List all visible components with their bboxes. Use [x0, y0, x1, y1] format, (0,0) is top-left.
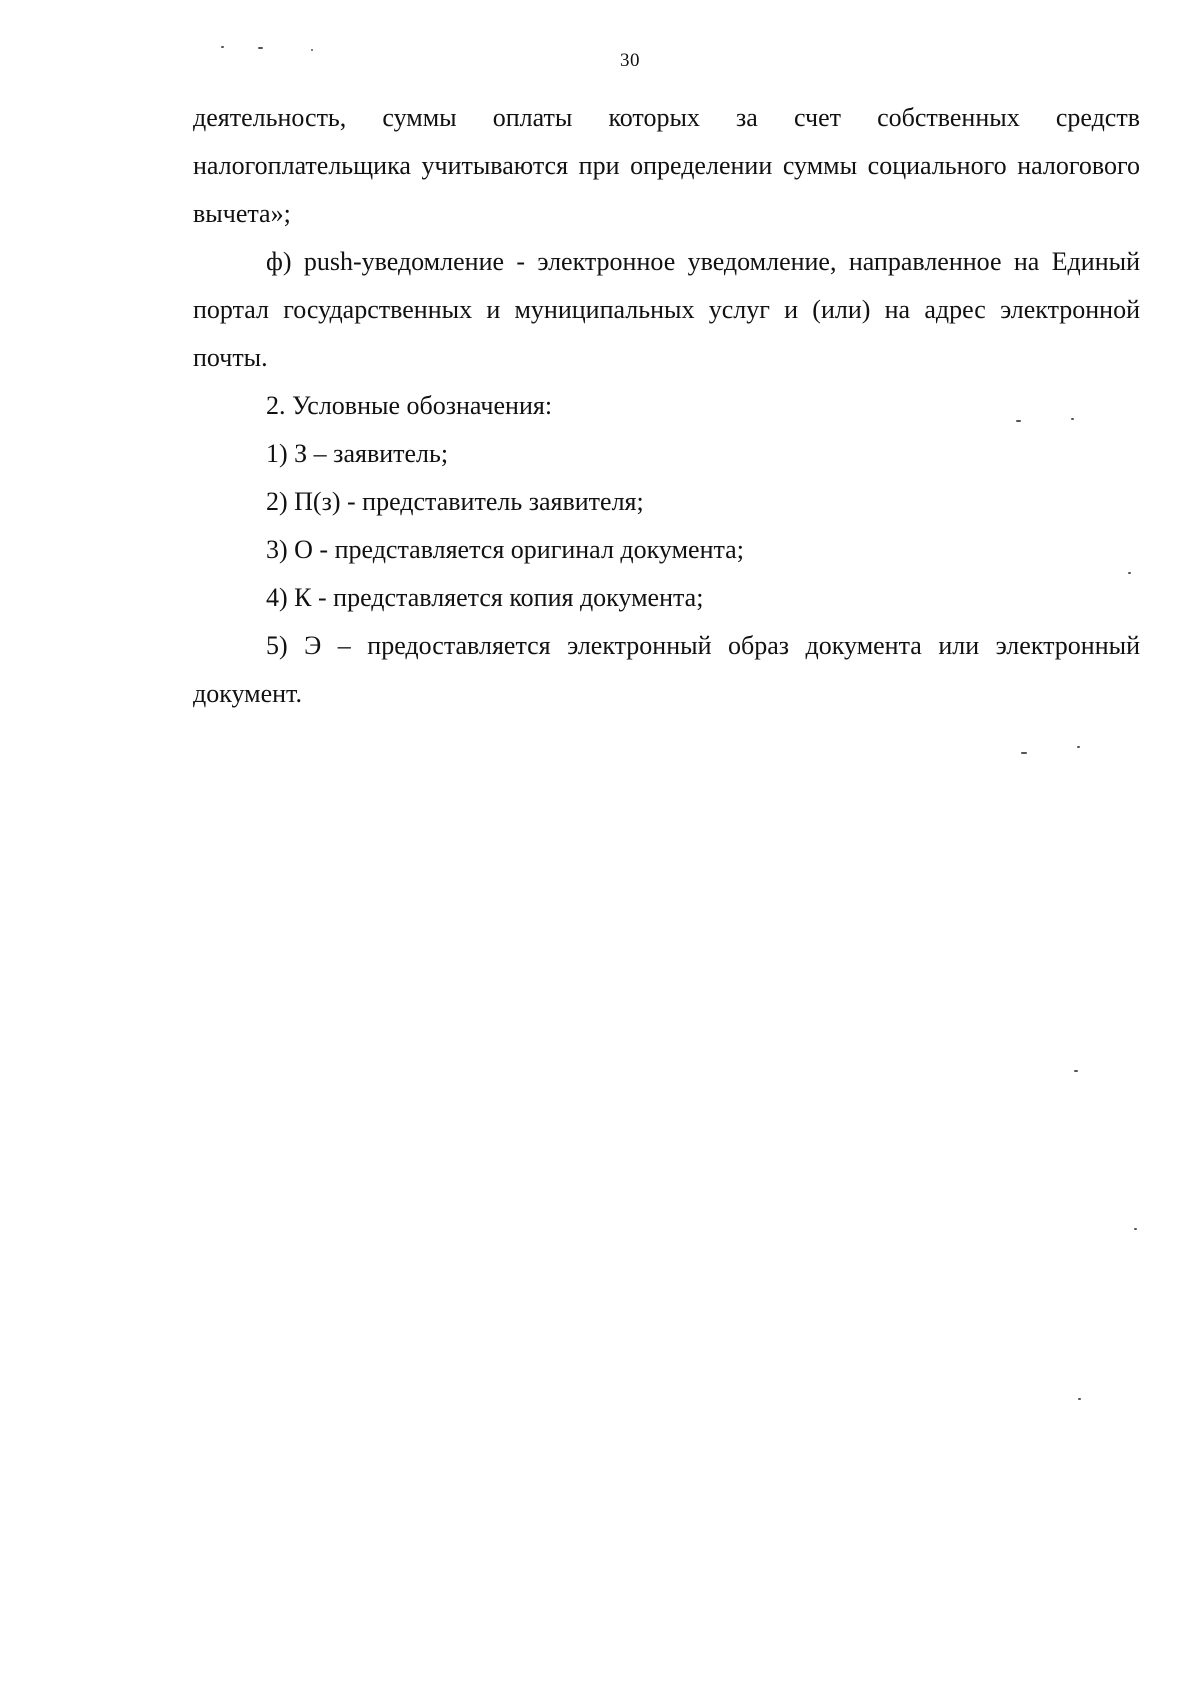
paragraph-continuation: деятельность, суммы оплаты которых за счет собственных средств налогоплательщика учитываются при определении суммы социального налогового вычета»;: [193, 103, 1140, 228]
legend-item-copy: 4) К - представляется копия документа;: [266, 583, 704, 612]
page-number: 30: [620, 50, 640, 71]
scan-speck: [1077, 746, 1080, 748]
scan-speck: [1021, 752, 1027, 754]
legend-item-applicant: 1) З – заявитель;: [266, 439, 449, 468]
scan-speck: [258, 47, 263, 49]
legend-item-original: 3) О - представляется оригинал документа;: [266, 535, 744, 564]
paragraph-push-notification: ф) push-уведомление - электронное уведомление, направленное на Единый портал государственных и муниципальных услуг и (или) на адрес электронной почты.: [193, 247, 1140, 372]
scan-speck: [1078, 1398, 1081, 1400]
document-body: [193, 94, 1140, 718]
scan-speck: [1074, 1070, 1078, 1072]
legend-item-representative: 2) П(з) - представитель заявителя;: [266, 487, 644, 516]
scan-speck: [221, 46, 224, 48]
scan-speck: [1134, 1228, 1137, 1230]
legend-item-electronic: 5) Э – предоставляется электронный образ документа или электронный документ.: [193, 631, 1140, 708]
legend-heading: 2. Условные обозначения:: [266, 391, 553, 420]
